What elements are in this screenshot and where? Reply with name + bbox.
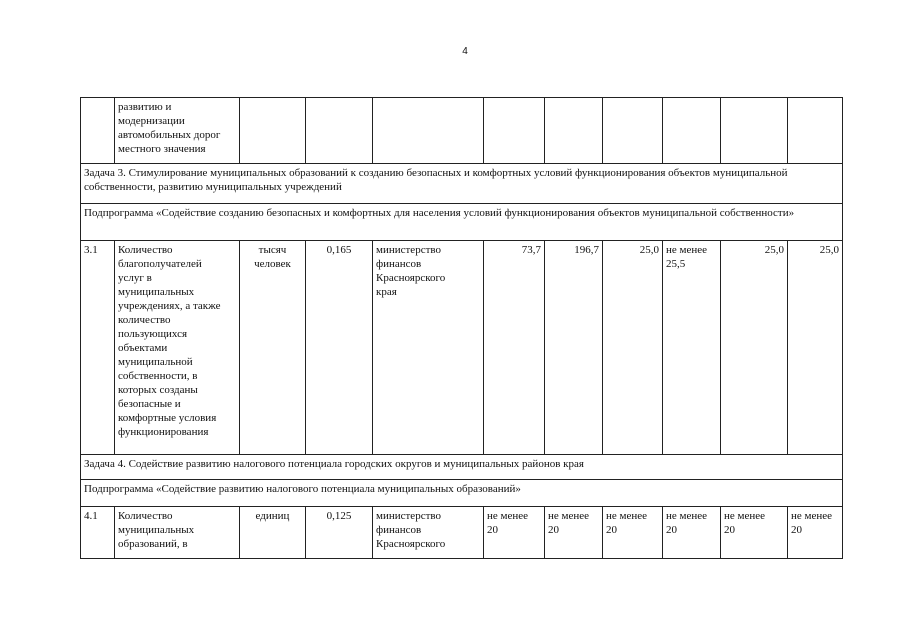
cell-source: министерство финансов Красноярского края <box>373 241 484 455</box>
cell-value: не менее 20 <box>484 507 545 559</box>
cell-indicator-name: Количество муниципальных образований, в <box>115 507 240 559</box>
cell-num: 3.1 <box>81 241 115 455</box>
cell-empty <box>663 98 721 164</box>
cell-value: не менее 25,5 <box>663 241 721 455</box>
cell-unit: тысяч человек <box>240 241 306 455</box>
cell-empty <box>373 98 484 164</box>
table-row-task4 <box>81 455 843 480</box>
cell-value: 25,0 <box>721 241 788 455</box>
cell-value: 25,0 <box>788 241 843 455</box>
cell-empty <box>603 98 663 164</box>
cell-empty <box>545 98 603 164</box>
table-row-subprogram3 <box>81 204 843 241</box>
cell-value: не менее 20 <box>603 507 663 559</box>
table-row-task3 <box>81 164 843 204</box>
table-row-subprogram4 <box>81 480 843 507</box>
cell-weight: 0,125 <box>306 507 373 559</box>
cell-value: не менее 20 <box>788 507 843 559</box>
cell-value: 196,7 <box>545 241 603 455</box>
cell-value: 73,7 <box>484 241 545 455</box>
cell-empty <box>721 98 788 164</box>
table-row-carryover <box>81 98 843 164</box>
cell-value: 25,0 <box>603 241 663 455</box>
cell-value: не менее 20 <box>721 507 788 559</box>
task-4-heading: Задача 4. Содействие развитию налогового потенциала городских округов и муниципальных районов края <box>81 455 843 480</box>
cell-empty <box>484 98 545 164</box>
cell-value: не менее 20 <box>663 507 721 559</box>
subprogram-3-heading: Подпрограмма «Содействие созданию безопасных и комфортных для населения условий функционирования объектов муниципальной собственности» <box>81 204 843 241</box>
table-row-4-1 <box>81 507 843 559</box>
cell-num: 4.1 <box>81 507 115 559</box>
table-row-3-1 <box>81 241 843 455</box>
cell-indicator-name: Количество благополучателей услуг в муниципальных учреждениях, а также количество пользующихся объектами муниципальной собственности, в которых созданы безопасные и комфортные условия функционирования <box>115 241 240 455</box>
cell-value: не менее 20 <box>545 507 603 559</box>
page-number: 4 <box>462 46 468 57</box>
subprogram-4-heading: Подпрограмма «Содействие развитию налогового потенциала муниципальных образований» <box>81 480 843 507</box>
cell-empty <box>240 98 306 164</box>
cell-indicator-name: развитию и модернизации автомобильных дорог местного значения <box>115 98 240 164</box>
cell-empty <box>788 98 843 164</box>
indicators-table <box>80 97 843 559</box>
cell-source: министерство финансов Красноярского <box>373 507 484 559</box>
cell-num <box>81 98 115 164</box>
cell-unit: единиц <box>240 507 306 559</box>
cell-empty <box>306 98 373 164</box>
cell-weight: 0,165 <box>306 241 373 455</box>
task-3-heading: Задача 3. Стимулирование муниципальных образований к созданию безопасных и комфортных условий функционирования объектов муниципальной собственности, развитию муниципальных учреждений <box>81 164 843 204</box>
